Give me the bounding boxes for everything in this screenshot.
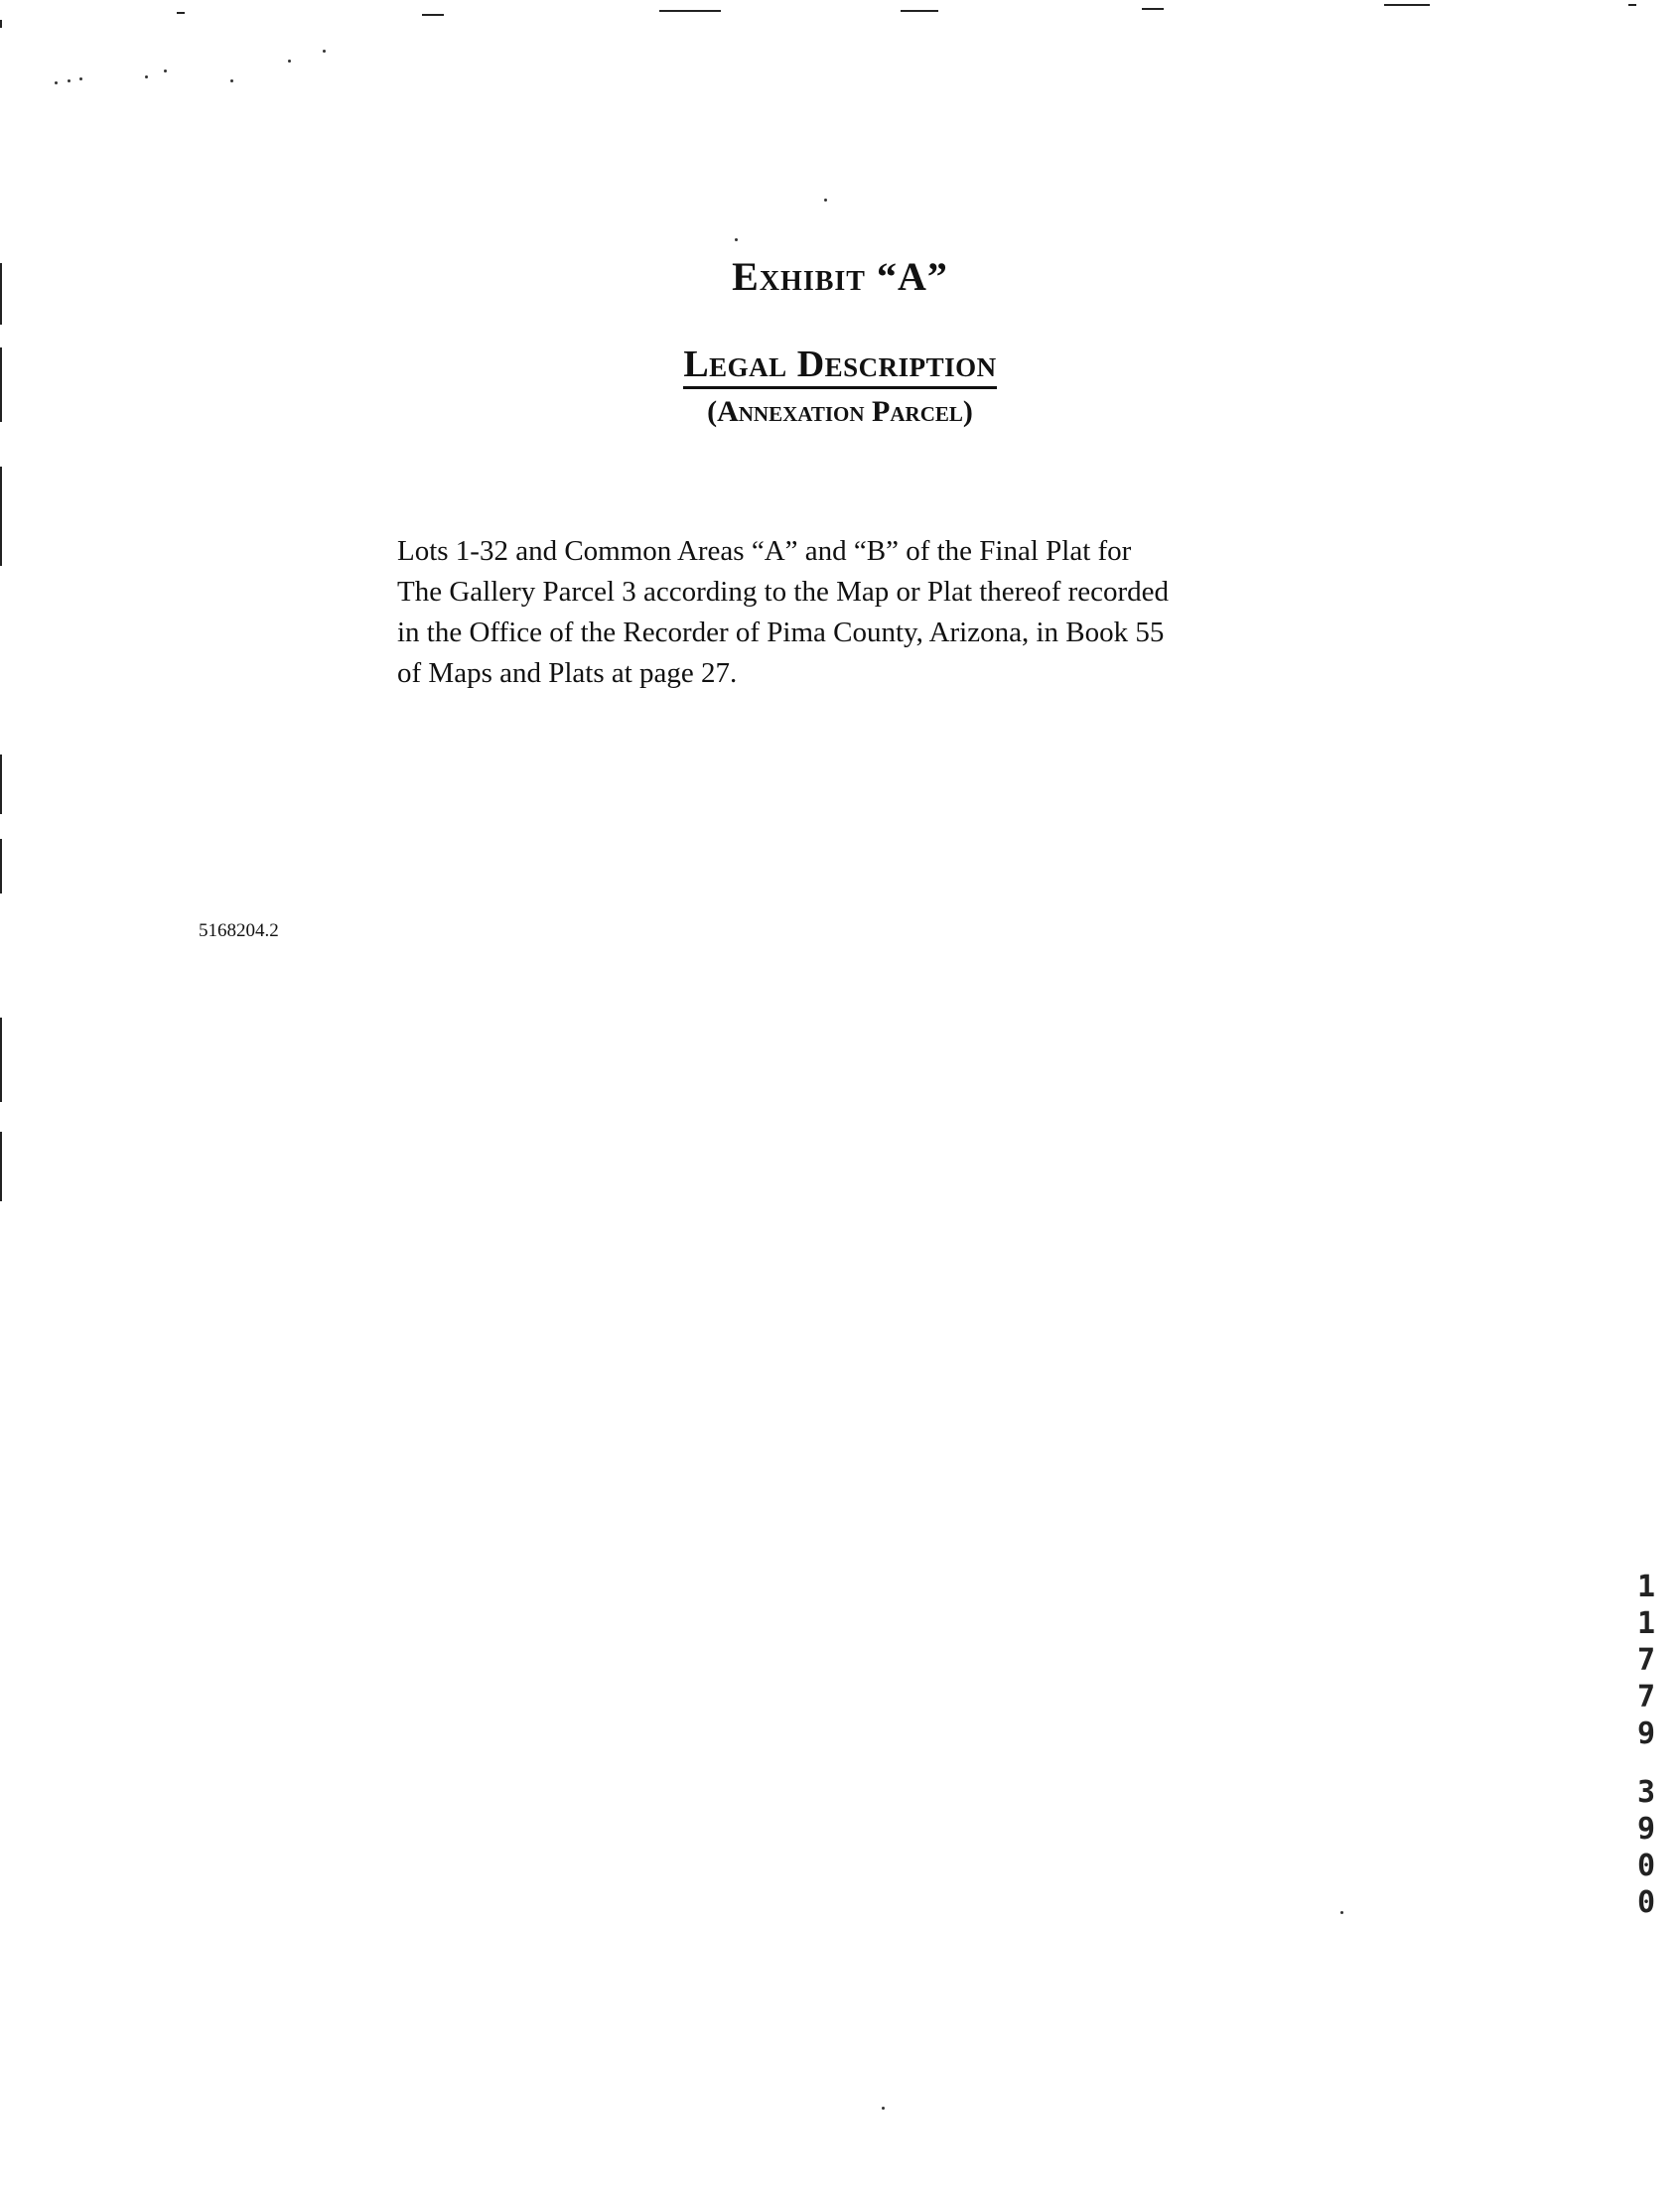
legal-description-heading	[0, 343, 1680, 386]
scan-speck	[68, 79, 70, 82]
scan-mark	[0, 1132, 2, 1201]
scan-speck	[230, 79, 233, 82]
recording-stamp	[1628, 1569, 1664, 1921]
scan-mark	[0, 755, 2, 814]
scan-speck	[145, 75, 148, 78]
scan-mark	[0, 839, 2, 893]
scan-speck	[735, 238, 738, 241]
body-line: of Maps and Plats at page 27.	[397, 657, 738, 689]
scan-speck	[1340, 1911, 1343, 1914]
scan-mark	[422, 14, 444, 16]
body-line: Lots 1-32 and Common Areas “A” and “B” of the Final Plat for	[397, 535, 1132, 567]
scan-mark	[0, 20, 2, 28]
scan-mark	[1384, 4, 1430, 6]
heading-text: Legal Description	[683, 344, 996, 389]
scan-mark	[0, 467, 2, 566]
scan-mark	[901, 10, 938, 12]
exhibit-title: Exhibit “A”	[732, 254, 948, 299]
scan-speck	[55, 81, 58, 84]
stamp-digit: 1	[1636, 1570, 1656, 1604]
stamp-digit: 7	[1636, 1643, 1656, 1678]
document-number: 5168204.2	[199, 920, 279, 941]
scan-mark	[1628, 4, 1636, 6]
annexation-parcel-subheading: (Annexation Parcel)	[707, 395, 973, 428]
stamp-digit: 1	[1636, 1606, 1656, 1641]
scan-mark	[659, 10, 721, 12]
scan-speck	[164, 69, 167, 72]
scan-speck	[323, 50, 326, 53]
scan-mark	[177, 12, 185, 14]
scan-mark	[1142, 8, 1164, 10]
body-line: in the Office of the Recorder of Pima County, Arizona, in Book 55	[397, 617, 1165, 648]
stamp-digit: 0	[1636, 1849, 1656, 1883]
scan-speck	[288, 60, 291, 63]
scan-speck	[882, 2107, 885, 2110]
body-line: The Gallery Parcel 3 according to the Map or Plat thereof recorded	[397, 576, 1170, 608]
stamp-gap	[1628, 1752, 1664, 1774]
scan-speck	[824, 199, 827, 202]
stamp-digit: 3	[1636, 1775, 1656, 1810]
stamp-digit: 7	[1636, 1680, 1656, 1715]
scan-mark	[0, 1018, 2, 1102]
stamp-digit: 0	[1636, 1885, 1656, 1920]
stamp-digit: 9	[1636, 1812, 1656, 1847]
stamp-digit: 9	[1636, 1717, 1656, 1751]
scan-speck	[79, 77, 82, 80]
legal-description-body	[397, 531, 1311, 694]
